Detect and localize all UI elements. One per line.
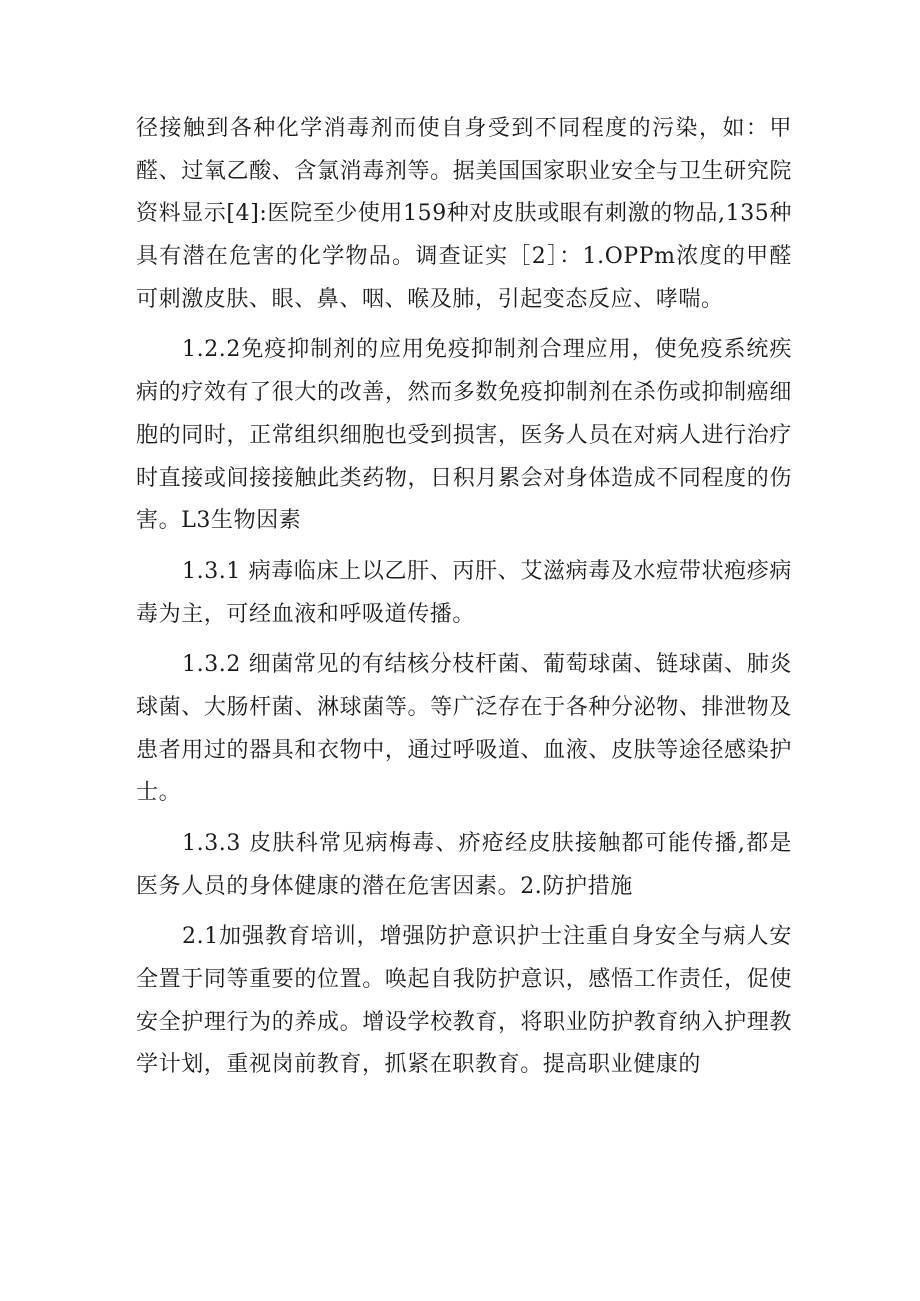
document-body bbox=[136, 108, 792, 1095]
paragraph-chemical-disinfectants: 径接触到各种化学消毒剂而使自身受到不同程度的污染，如：甲醛、过氧乙酸、含氯消毒剂等。据美国国家职业安全与卫生研究院资料显示[4]:医院至少使用159种对皮肤或眼有刺激的物品,135种具有潜在危害的化学物品。调查证实［2］：1.OPPm浓度的甲醛可刺激皮肤、眼、鼻、咽、喉及肺，引起变态反应、哮喘。 bbox=[136, 116, 792, 312]
paragraph-dermatology: 1.3.3 皮肤科常见病梅毒、疥疮经皮肤接触都可能传播,都是医务人员的身体健康的潜在危害因素。2.防护措施 bbox=[136, 830, 792, 899]
paragraph-viruses: 1.3.1 病毒临床上以乙肝、丙肝、艾滋病毒及水痘带状疱疹病毒为主，可经血液和呼吸道传播。 bbox=[136, 558, 792, 627]
paragraph-bacteria: 1.3.2 细菌常见的有结核分枝杆菌、葡萄球菌、链球菌、肺炎球菌、大肠杆菌、淋球菌等。等广泛存在于各种分泌物、排泄物及患者用过的器具和衣物中，通过呼吸道、血液、皮肤等途径感染护士。 bbox=[136, 652, 792, 806]
paragraph-education-training: 2.1加强教育培训，增强防护意识护士注重自身安全与病人安全置于同等重要的位置。唤起自我防护意识，感悟工作责任，促使安全护理行为的养成。增设学校教育，将职业防护教育纳入护理教学计划，重视岗前教育，抓紧在职教育。提高职业健康的 bbox=[136, 924, 792, 1078]
paragraph-immunosuppressants: 1.2.2免疫抑制剂的应用免疫抑制剂合理应用，使免疫系统疾病的疗效有了很大的改善，然而多数免疫抑制剂在杀伤或抑制癌细胞的同时，正常组织细胞也受到损害，医务人员在对病人进行治疗时直接或间接接触此类药物，日积月累会对身体造成不同程度的伤害。L3生物因素 bbox=[136, 337, 792, 534]
